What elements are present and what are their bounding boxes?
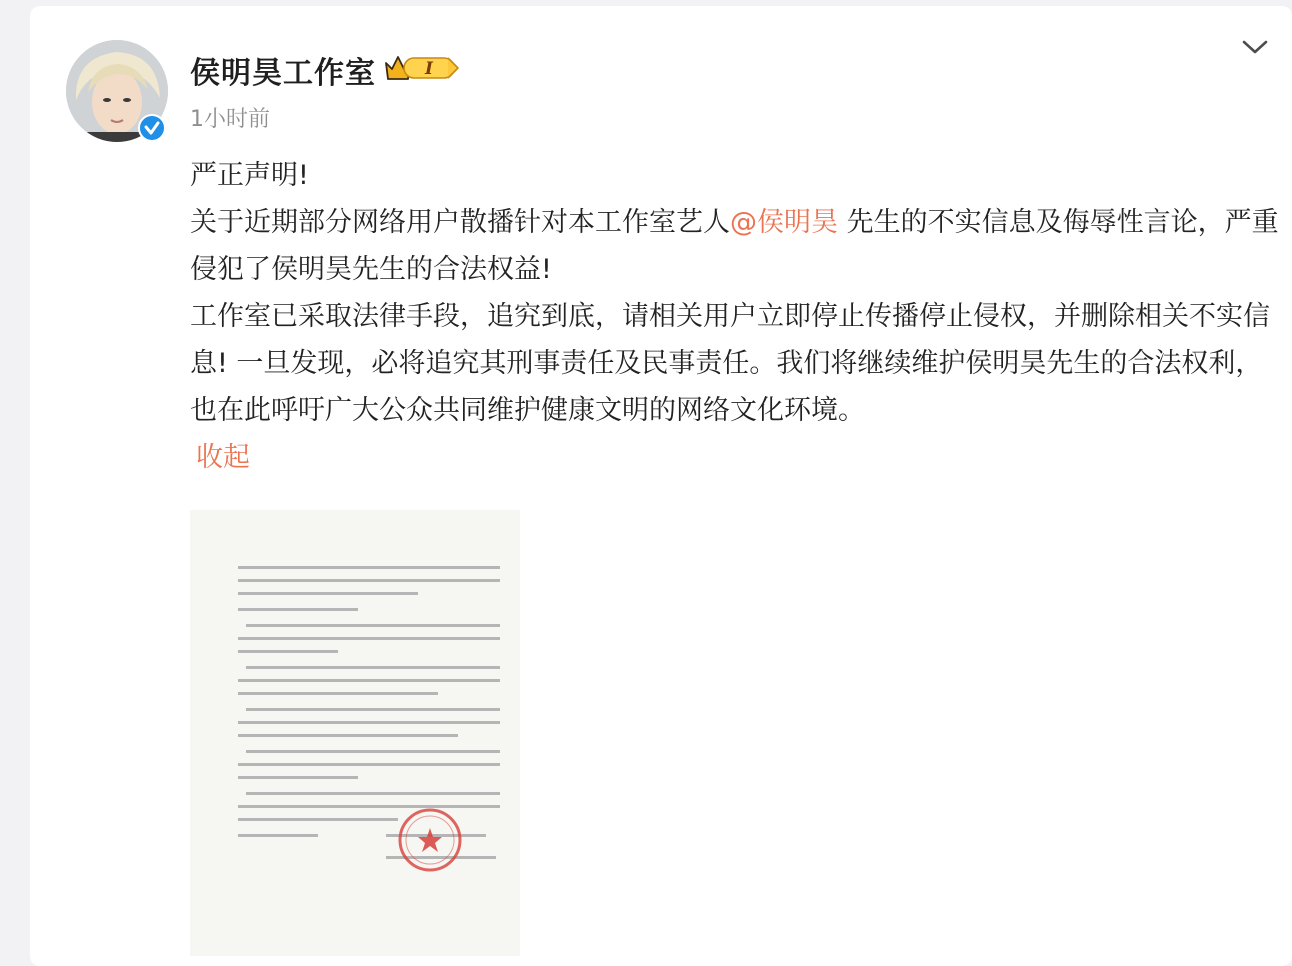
post-card <box>30 6 1292 966</box>
content-line-2 <box>190 199 1280 293</box>
vip-level: I <box>425 59 433 79</box>
collapse-link[interactable]: 收起 <box>196 442 250 473</box>
content-line-1: 严正声明! <box>190 160 309 191</box>
content-text: 关于近期部分网络用户散播针对本工作室艺人 <box>190 207 730 238</box>
crown-icon <box>382 51 460 83</box>
content-text: 先生的不实信息及侮辱性言论，严重侵犯了侯明昊先生的合法权益! <box>190 207 1279 285</box>
post-image[interactable] <box>190 510 520 956</box>
chevron-down-icon[interactable] <box>1240 36 1270 58</box>
verified-badge-icon <box>138 114 166 142</box>
post-timestamp[interactable]: 1小时前 <box>190 107 270 132</box>
author-name[interactable]: 侯明昊工作室 <box>190 56 376 91</box>
mention-link[interactable]: @侯明昊 <box>730 207 838 238</box>
post-content <box>190 152 1280 481</box>
content-line-3: 工作室已采取法律手段，追究到底，请相关用户立即停止传播停止侵权，并删除相关不实信息! 一旦发现，必将追究其刑事责任及民事责任。我们将继续维护侯明昊先生的合法权利，也在此呼吁广大公众共同维护健康文明的网络文化环境。 <box>190 301 1270 426</box>
legal-statement-document <box>190 510 520 956</box>
left-strip <box>0 0 30 950</box>
